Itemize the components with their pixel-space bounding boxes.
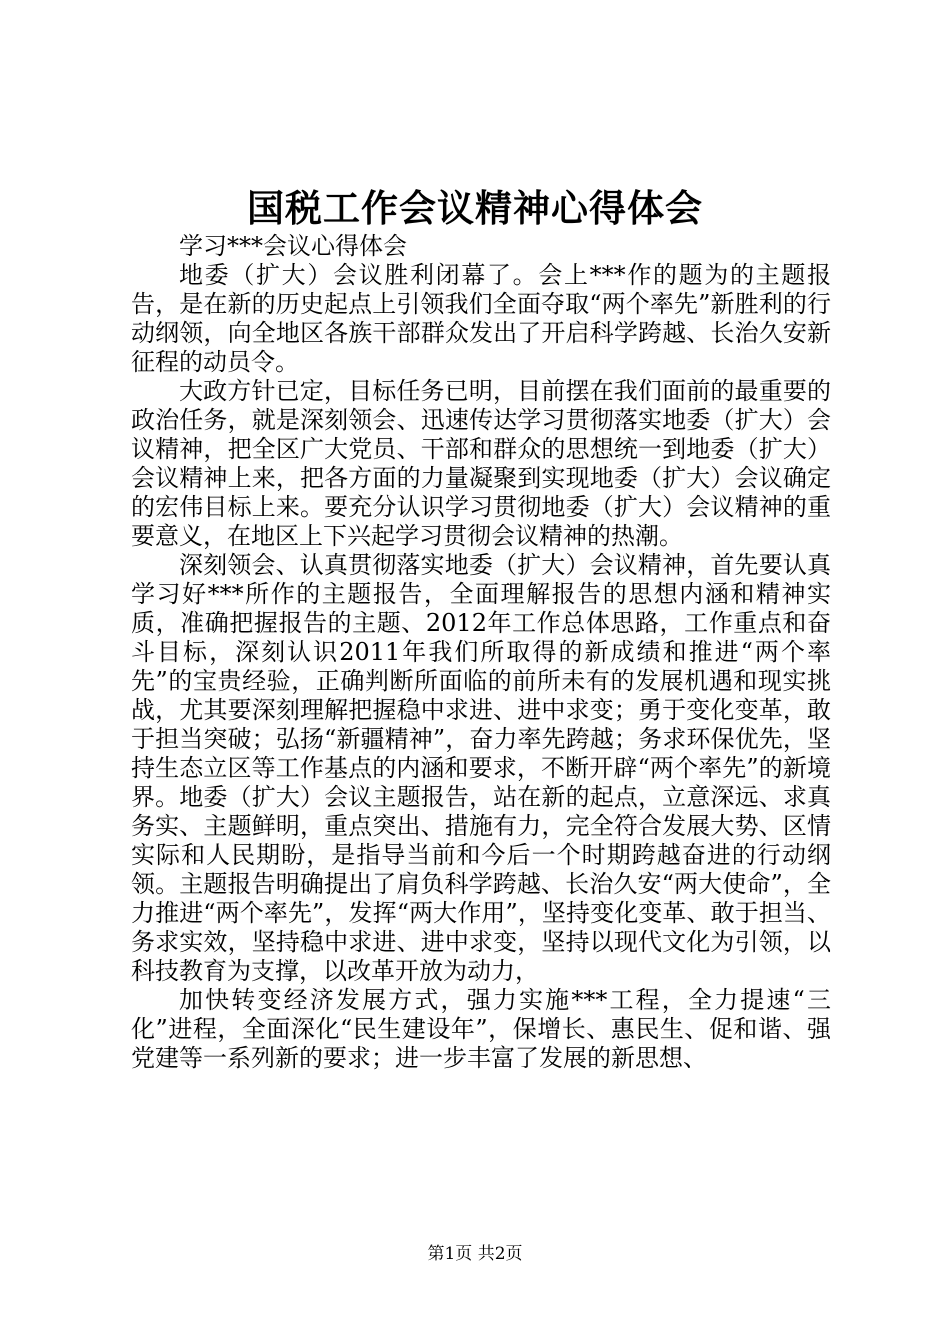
paragraph-subtitle: 学习***会议心得体会	[179, 232, 407, 260]
page-number-footer: 第1页 共2页	[427, 1244, 523, 1264]
paragraph-3: 深刻领会、认真贯彻落实地委（扩大）会议精神，首先要认真学习好***所作的主题报告，全面理解报告的思想内涵和精神实质，准确把握报告的主题、2012年工作总体思路，工作重点和奋斗目标，深刻认识2011年我们所取得的新成绩和推进“两个率先”的宝贵经验，正确判断所面临的前所未有的发展机遇和现实挑战，尤其要深刻理解把握稳中求进、进中求变；勇于变化变革，敢于担当突破；弘扬“新疆精神”，奋力率先跨越；务求环保优先，坚持生态立区等工作基点的内涵和要求，不断开辟“两个率先”的新境界。地委（扩大）会议主题报告，站在新的起点，立意深远、求真务实、主题鲜明，重点突出、措施有力，完全符合发展大势、区情实际和人民期盼，是指导当前和今后一个时期跨越奋进的行动纲领。主题报告明确提出了肩负科学跨越、长治久安“两大使命”，全力推进“两个率先”，发挥“两大作用”，坚持变化变革、敢于担当、务求实效，坚持稳中求进、进中求变，坚持以现代文化为引领，以科技教育为支撑，以改革开放为动力，	[131, 551, 831, 985]
paragraph-1: 地委（扩大）会议胜利闭幕了。会上***作的题为的主题报告，是在新的历史起点上引领我们全面夺取“两个率先”新胜利的行动纲领，向全地区各族干部群众发出了开启科学跨越、长治久安新征程的动员令。	[131, 261, 831, 376]
document-body	[131, 232, 831, 1073]
paragraph-2: 大政方针已定，目标任务已明，目前摆在我们面前的最重要的政治任务，就是深刻领会、迅速传达学习贯彻落实地委（扩大）会议精神，把全区广大党员、干部和群众的思想统一到地委（扩大）会议精神上来，把各方面的力量凝聚到实现地委（扩大）会议确定的宏伟目标上来。要充分认识学习贯彻地委（扩大）会议精神的重要意义，在地区上下兴起学习贯彻会议精神的热潮。	[131, 377, 831, 550]
document-title: 国税工作会议精神心得体会	[247, 186, 703, 230]
paragraph-4: 加快转变经济发展方式，强力实施***工程，全力提速“三化”进程，全面深化“民生建设年”，保增长、惠民生、促和谐、强党建等一系列新的要求；进一步丰富了发展的新思想、	[131, 986, 831, 1072]
